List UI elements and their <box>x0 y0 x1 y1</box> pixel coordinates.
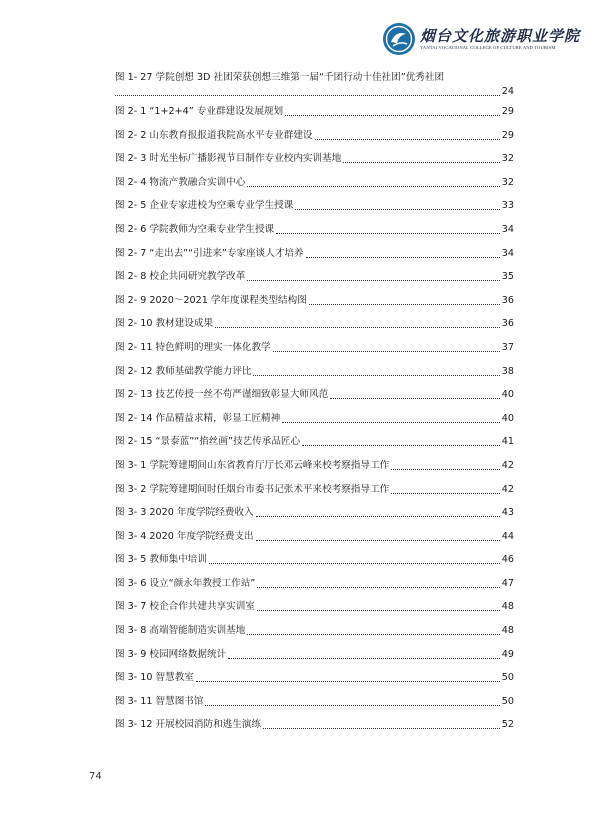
toc-leader-dots <box>256 515 500 517</box>
toc-entry-label: 图 2- 10 教材建设成果 <box>115 318 214 330</box>
toc-entry-page: 46 <box>501 554 514 566</box>
toc-entry[interactable] <box>115 668 514 692</box>
toc-entry-page: 47 <box>501 577 514 589</box>
toc-entry[interactable] <box>115 126 514 150</box>
toc-entry[interactable] <box>115 244 514 268</box>
toc-leader-dots <box>273 350 500 352</box>
toc-entry[interactable] <box>115 291 514 315</box>
toc-entry-page: 43 <box>501 507 514 519</box>
toc-leader-dots <box>257 586 499 588</box>
toc-entry-page: 48 <box>501 625 514 637</box>
toc-entry[interactable] <box>115 68 514 102</box>
toc-entry[interactable] <box>115 432 514 456</box>
toc-leader-dots <box>115 94 500 96</box>
toc-entry[interactable] <box>115 149 514 173</box>
toc-entry[interactable] <box>115 102 514 126</box>
toc-entry[interactable] <box>115 456 514 480</box>
toc-entry-label: 图 2- 9 2020～2021 学年度课程类型结构图 <box>115 294 307 306</box>
toc-leader-dots <box>282 421 500 423</box>
toc-entry-page: 42 <box>501 483 514 495</box>
toc-leader-dots <box>247 279 499 281</box>
toc-entry-label: 图 2- 15 “景泰蓝”“掐丝画”技艺传承品匠心 <box>115 436 301 448</box>
toc-entry-label: 图 3- 7 校企合作共建共享实训室 <box>115 601 255 613</box>
toc-entry[interactable] <box>115 196 514 220</box>
toc-entry-label: 图 3- 3 2020 年度学院经费收入 <box>115 507 254 519</box>
toc-entry-page: 24 <box>501 86 514 97</box>
toc-leader-dots <box>205 704 499 706</box>
toc-entry-label: 图 2- 4 物流产教融合实训中心 <box>115 176 246 188</box>
toc-entry[interactable] <box>115 715 514 739</box>
toc-entry-label: 图 3- 11 智慧图书馆 <box>115 695 204 707</box>
toc-entry-page: 50 <box>501 695 514 707</box>
toc-entry-page: 40 <box>501 389 514 401</box>
toc-leader-dots <box>247 633 499 635</box>
toc-leader-dots <box>295 208 499 210</box>
toc-leader-dots <box>330 397 500 399</box>
toc-entry-page: 35 <box>501 271 514 283</box>
toc-leader-dots <box>315 138 500 140</box>
toc-entry[interactable] <box>115 338 514 362</box>
toc-entry-label: 图 2- 7 “走出去”“引进来”专家座谈人才培养 <box>115 247 304 259</box>
toc-entry-label: 图 2- 3 时光坐标广播影视节目制作专业校内实训基地 <box>115 153 342 165</box>
toc-entry[interactable] <box>115 527 514 551</box>
toc-leader-dots <box>257 609 500 611</box>
toc-entry[interactable] <box>115 503 514 527</box>
toc-entry-page: 50 <box>501 672 514 684</box>
toc-entry-page: 33 <box>501 200 514 212</box>
toc-entry-label: 图 3- 1 学院筹建期间山东省教育厅厅长邓云峰来校考察指导工作 <box>115 459 390 471</box>
toc-entry[interactable] <box>115 314 514 338</box>
college-header <box>382 22 581 60</box>
toc-entry[interactable] <box>115 385 514 409</box>
toc-entry-label: 图 3- 6 设立“颜永年教授工作站” <box>115 577 256 589</box>
toc-entry-page: 38 <box>501 365 514 377</box>
toc-entry-page: 36 <box>501 318 514 330</box>
toc-entry-label: 图 1- 27 学院创想 3D 社团荣获创想三维第一届“千团行动十佳社团”优秀社团 <box>115 72 445 83</box>
toc-leader-dots <box>215 326 500 328</box>
figure-list <box>115 68 514 739</box>
toc-entry-label: 图 3- 9 校园网络数据统计 <box>115 648 227 660</box>
page-number: 74 <box>89 771 102 782</box>
toc-entry-page: 48 <box>501 601 514 613</box>
toc-leader-dots <box>391 492 500 494</box>
toc-entry-label: 图 3- 5 教师集中培训 <box>115 554 207 566</box>
toc-entry[interactable] <box>115 220 514 244</box>
toc-leader-dots <box>247 185 499 187</box>
toc-entry-label: 图 3- 12 开展校园消防和逃生演练 <box>115 719 262 731</box>
toc-entry[interactable] <box>115 267 514 291</box>
toc-entry-label: 图 2- 14 作品精益求精，彰显工匠精神 <box>115 412 281 424</box>
toc-leader-dots <box>209 562 500 564</box>
toc-entry-page: 29 <box>501 106 514 117</box>
college-name-cn: 烟台文化旅游职业学院 <box>420 27 581 45</box>
toc-entry-label: 图 2- 6 学院教师为空乘专业学生授课 <box>115 223 275 235</box>
college-emblem-icon <box>382 22 416 56</box>
toc-entry[interactable] <box>115 645 514 669</box>
toc-entry[interactable] <box>115 409 514 433</box>
toc-leader-dots <box>253 374 499 376</box>
toc-entry[interactable] <box>115 362 514 386</box>
toc-entry-page: 34 <box>501 223 514 235</box>
toc-entry-page: 49 <box>501 648 514 660</box>
toc-entry-label: 图 2- 8 校企共同研究教学改革 <box>115 271 246 283</box>
toc-leader-dots <box>276 232 500 234</box>
toc-entry-page: 40 <box>501 412 514 424</box>
toc-leader-dots <box>302 444 500 446</box>
toc-entry[interactable] <box>115 597 514 621</box>
toc-entry[interactable] <box>115 692 514 716</box>
toc-entry-page: 52 <box>501 719 514 731</box>
toc-entry[interactable] <box>115 550 514 574</box>
toc-entry-label: 图 2- 2 山东教育报报道我院高水平专业群建设 <box>115 129 313 141</box>
toc-entry[interactable] <box>115 480 514 504</box>
toc-entry-label: 图 2- 5 企业专家进校为空乘专业学生授课 <box>115 200 294 212</box>
toc-leader-dots <box>391 468 500 470</box>
toc-entry-label: 图 2- 12 教师基础教学能力评比 <box>115 365 252 377</box>
toc-entry-label: 图 2- 13 技艺传授一丝不苟严谨细致彰显大师风范 <box>115 389 329 401</box>
toc-entry-label: 图 3- 8 高端智能制造实训基地 <box>115 625 246 637</box>
toc-entry-page: 29 <box>501 129 514 141</box>
toc-leader-dots <box>306 256 500 258</box>
toc-entry-label: 图 3- 2 学院筹建期间时任烟台市委书记张术平来校考察指导工作 <box>115 483 390 495</box>
toc-entry-page: 44 <box>501 530 514 542</box>
toc-entry[interactable] <box>115 621 514 645</box>
toc-entry[interactable] <box>115 173 514 197</box>
toc-entry[interactable] <box>115 574 514 598</box>
toc-leader-dots <box>196 680 500 682</box>
toc-entry-label: 图 2- 11 特色鲜明的理实一体化教学 <box>115 341 271 353</box>
toc-leader-dots <box>343 161 499 163</box>
toc-entry-label: 图 3- 4 2020 年度学院经费支出 <box>115 530 254 542</box>
toc-entry-page: 41 <box>501 436 514 448</box>
toc-entry-page: 36 <box>501 294 514 306</box>
toc-leader-dots <box>309 303 500 305</box>
toc-entry-label: 图 2- 1 “1+2+4” 专业群建设发展规划 <box>115 106 284 117</box>
toc-entry-page: 37 <box>501 341 514 353</box>
toc-entry-page: 32 <box>501 153 514 165</box>
college-name-en: YANTAI VOCATIONAL COLLEGE OF CULTURE AND TOURISM <box>420 45 556 50</box>
toc-entry-label: 图 3- 10 智慧教室 <box>115 672 194 684</box>
toc-entry-page: 42 <box>501 459 514 471</box>
toc-leader-dots <box>263 727 500 729</box>
toc-leader-dots <box>285 114 500 116</box>
toc-entry-page: 34 <box>501 247 514 259</box>
toc-leader-dots <box>256 539 500 541</box>
toc-entry-page: 32 <box>501 176 514 188</box>
toc-leader-dots <box>228 657 500 659</box>
